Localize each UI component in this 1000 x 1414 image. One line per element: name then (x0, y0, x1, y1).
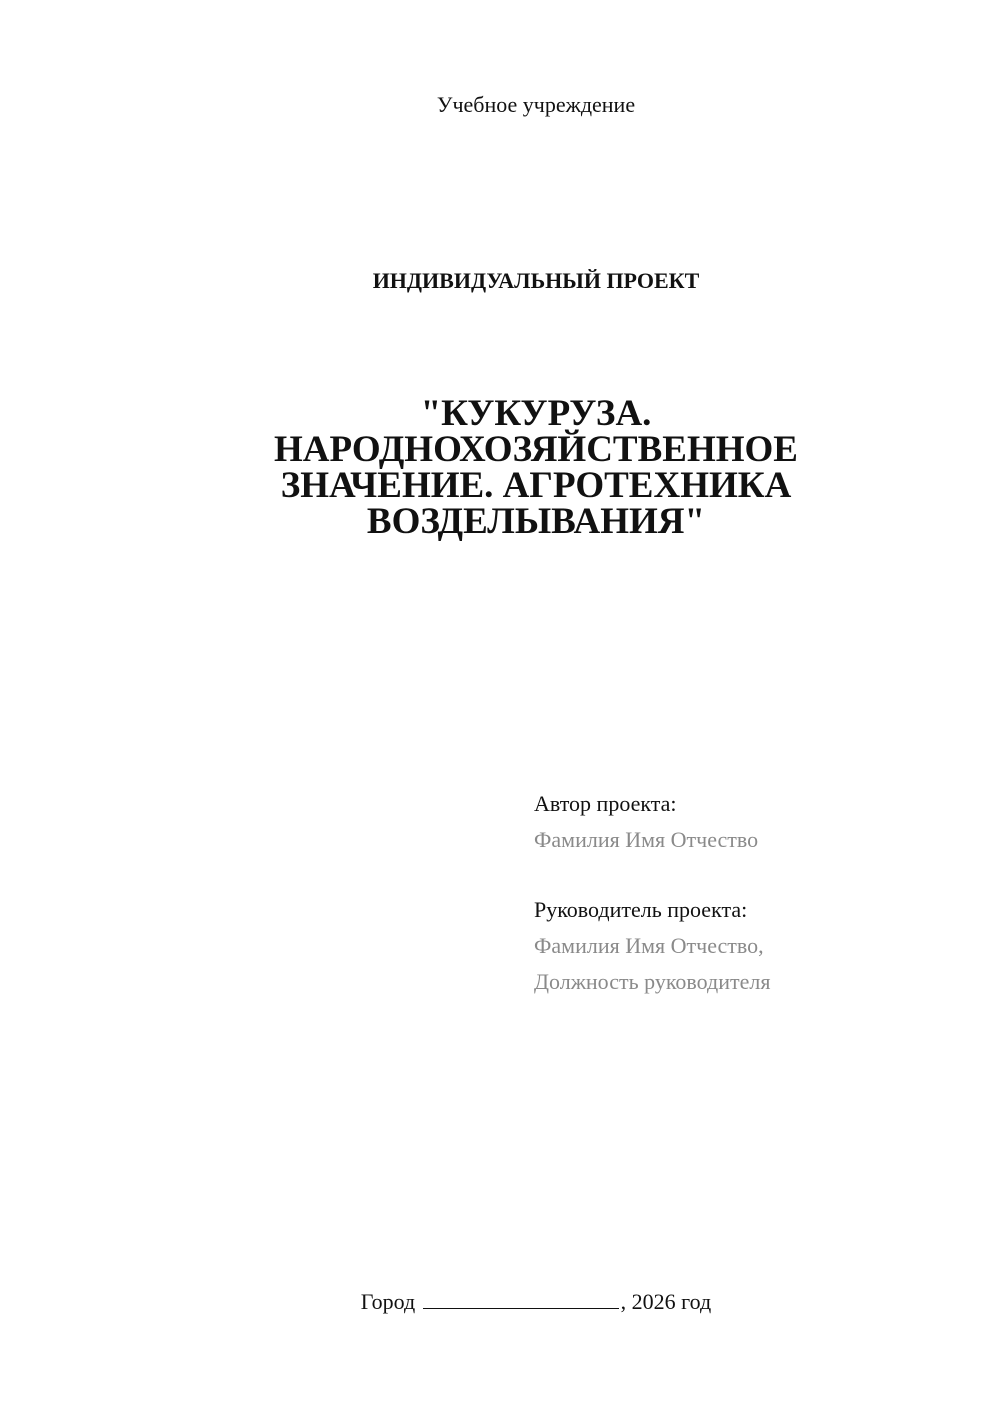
city-blank-line (423, 1288, 619, 1309)
institution-name: Учебное учреждение (436, 92, 636, 117)
supervisor-block (534, 892, 974, 1000)
author-name: Фамилия Имя Отчество (534, 827, 759, 852)
footer-city-year (0, 1288, 1000, 1315)
project-title-line: ВОЗДЕЛЫВАНИЯ" (366, 501, 706, 542)
author-block (534, 786, 974, 858)
supervisor-name: Фамилия Имя Отчество, (534, 933, 764, 958)
supervisor-position: Должность руководителя (534, 969, 771, 994)
year-text: , 2026 год (620, 1289, 712, 1314)
author-label: Автор проекта: (534, 791, 677, 816)
project-title (200, 393, 872, 542)
project-title-line: ЗНАЧЕНИЕ. АГРОТЕХНИКА (280, 465, 792, 506)
project-title-line: "КУКУРУЗА. (420, 393, 652, 434)
document-type: ИНДИВИДУАЛЬНЫЙ ПРОЕКТ (372, 268, 700, 293)
project-title-line: НАРОДНОХОЗЯЙСТВЕННОЕ (274, 429, 798, 470)
city-label: Город (360, 1289, 416, 1314)
supervisor-label: Руководитель проекта: (534, 897, 748, 922)
